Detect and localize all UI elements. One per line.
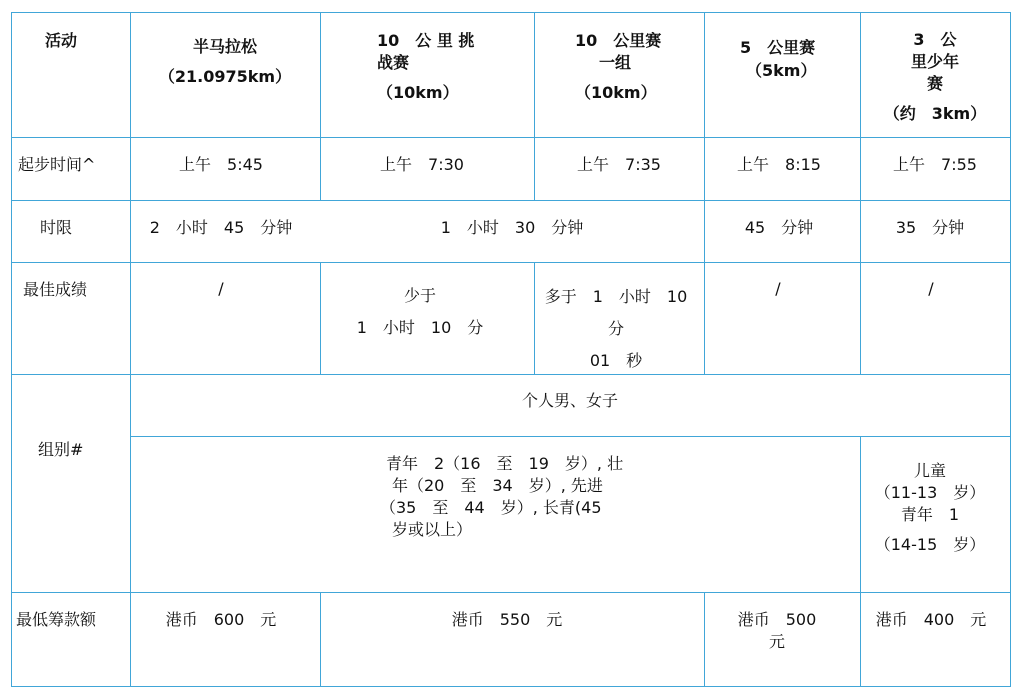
time-limit-race-5k: 45 分钟 [744,218,814,237]
category-label: 组别# [38,440,84,459]
category-adult-groups-line4: 岁或以上） [392,520,473,539]
row-divider [11,374,1011,375]
header-half-marathon-name: 半马拉松 [192,37,257,56]
start-time-challenge-10k: 上午 7:30 [380,155,464,174]
best-result-challenge-10k-line1: 少于 [403,286,436,305]
category-adult-groups-line1: 青年 2（16 至 19 岁）, 壮 [386,454,624,473]
best-result-challenge-10k-line2: 1 小时 10 分 [356,318,484,337]
header-youth-3k-line1: 3 公 [913,30,957,49]
header-youth-3k-line3: 赛 [926,74,943,93]
start-time-label: 起步时间^ [18,155,96,174]
start-time-half-marathon: 上午 5:45 [179,155,263,174]
best-result-challenge-10k [320,285,520,339]
category-adult-groups-line3: （35 至 44 岁）, 长青(45 [380,498,602,517]
column-divider [704,12,705,374]
header-challenge-10k [377,30,474,104]
header-youth-3k-distance: （约 3km） [883,104,987,123]
header-group-10k-line2: 一组 [599,53,632,72]
header-group-10k [575,30,661,104]
header-youth-3k [860,29,1010,125]
header-group-10k-line1: 10 公里赛 [575,31,662,50]
best-result-group-10k-line1: 多于 1 小时 10 [544,287,688,306]
table-border [11,12,1011,13]
header-challenge-10k-distance: （10km） [377,83,459,102]
row-divider [11,592,1011,593]
column-divider [320,592,321,687]
category-youth-groups-line4: （14-15 岁） [874,535,986,554]
category-youth-groups-line2: （11-13 岁） [874,483,986,502]
best-result-group-10k-line3: 01 秒 [589,351,643,370]
header-group-10k-distance: （10km） [575,83,657,102]
header-race-5k-line1: 5 公里赛 [740,38,816,57]
min-fundraising-youth-3k: 港币 400 元 [875,610,987,629]
best-result-group-10k-line2: 分 [607,319,624,338]
row-divider [11,200,1011,201]
table-border [11,686,1011,687]
header-half-marathon [130,36,320,88]
header-challenge-10k-line2: 战赛 [377,53,410,72]
time-limit-youth-3k: 35 分钟 [895,218,965,237]
start-time-youth-3k: 上午 7:55 [893,155,977,174]
category-youth-groups-line1: 儿童 [913,461,946,480]
min-fundraising-race-5k [704,609,850,653]
min-fundraising-race-5k-line2: 元 [768,632,785,651]
header-challenge-10k-line1: 10 公 里 挑 [377,31,475,50]
table-border [11,12,12,687]
min-fundraising-race-5k-line1: 港币 500 [737,610,817,629]
header-race-5k-distance: （5km） [746,61,817,80]
time-limit-10k: 1 小时 30 分钟 [440,218,584,237]
row-divider [11,262,1011,263]
best-result-label: 最佳成绩 [23,280,88,299]
category-youth-groups [860,460,1000,556]
best-result-group-10k [534,286,698,372]
row-divider [11,137,1011,138]
best-result-youth-3k: / [928,279,934,298]
min-fundraising-10k: 港币 550 元 [451,610,563,629]
best-result-race-5k: / [775,279,781,298]
header-half-marathon-distance: （21.0975km） [158,67,292,86]
category-youth-groups-line3: 青年 1 [900,505,960,524]
header-youth-3k-line2: 里少年 [910,52,959,71]
category-individual: 个人男、女子 [521,391,618,410]
time-limit-half-marathon: 2 小时 45 分钟 [149,218,293,237]
start-time-group-10k: 上午 7:35 [577,155,661,174]
column-divider [860,592,861,687]
column-divider [130,12,131,687]
table-border [1010,12,1011,687]
category-adult-groups-line2: 年（20 至 34 岁）, 先进 [392,476,603,495]
min-fundraising-half-marathon: 港币 600 元 [165,610,277,629]
row-divider [130,436,1011,437]
min-fundraising-label: 最低筹款额 [16,610,97,629]
header-race-5k [740,37,816,82]
start-time-race-5k: 上午 8:15 [737,155,821,174]
time-limit-label: 时限 [40,218,73,237]
best-result-half-marathon: / [218,279,224,298]
category-adult-groups [380,453,623,541]
header-event-label: 活动 [45,31,78,50]
